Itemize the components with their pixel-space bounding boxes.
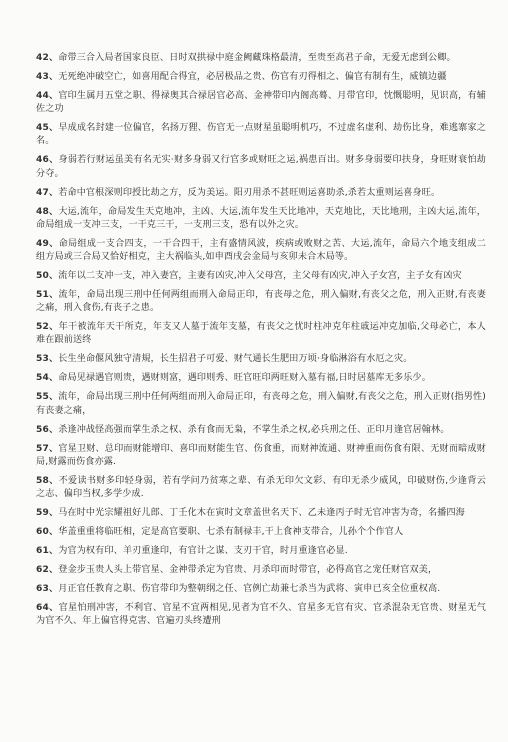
list-item bbox=[36, 289, 486, 315]
list-item bbox=[36, 507, 486, 520]
item-text: 官印生属月五堂之职、得禄奥其合禄居官必高、金神带印内阁高蓦、月带官印，忱慨聪明，见识高，有辅佐之功 bbox=[36, 91, 486, 115]
list-item bbox=[36, 122, 486, 148]
list-item bbox=[36, 206, 486, 232]
list-item bbox=[36, 545, 486, 558]
list-item bbox=[36, 353, 486, 366]
item-text: 身弱若行财运虽美有名无实·财多身弱又行官多或财旺之运,祸患百出。财多身弱要印扶身，身旺财衰怕劫分夺。 bbox=[36, 155, 486, 179]
item-number: 60、 bbox=[36, 527, 59, 538]
item-text: 官星怕刑冲害，不利官、官星不宜两相见,见者为官不久、官星多无官有灾、官杀混杂无官贵、财星无气为官不久、年上偏官得克害、官遍刃头终遭刑 bbox=[36, 603, 486, 627]
list-item bbox=[36, 71, 486, 84]
item-number: 58、 bbox=[36, 475, 59, 486]
list-item bbox=[36, 391, 486, 417]
list-item bbox=[36, 372, 486, 385]
item-text: 命局组成一支合四支，一干合四干，主有盛情风波，疾病或败财之苦、大运,流年，命局六个地支组成二组方局或三合局又恰好相克，主大祸临头,如申酉戌会金局与亥卯未合木局等。 bbox=[36, 238, 486, 263]
item-text: 年干被流年天干所克，年支又人墓于流年支墓，有丧父之忧时柱冲克年柱戚运冲克加临,父母必亡，本人难在跟前送终 bbox=[36, 322, 486, 346]
list-item bbox=[36, 270, 486, 283]
item-number: 55、 bbox=[36, 392, 59, 403]
item-number: 53、 bbox=[36, 354, 59, 365]
item-number: 61、 bbox=[36, 546, 59, 557]
list-item bbox=[36, 52, 486, 65]
item-number: 52、 bbox=[36, 322, 59, 333]
item-number: 54、 bbox=[36, 373, 59, 384]
list-item bbox=[36, 443, 486, 469]
item-number: 64、 bbox=[36, 603, 59, 614]
item-number: 43、 bbox=[36, 72, 59, 82]
list-item bbox=[36, 424, 486, 437]
list-item bbox=[36, 238, 486, 264]
item-number: 49、 bbox=[36, 238, 59, 249]
list-item bbox=[36, 602, 486, 628]
item-text: 无死绝冲破空亡，如喜用配合得宜，必居极品之贵、伤官有刃得相之、偏官有制有生，威镇边疆 bbox=[58, 72, 447, 82]
list-item bbox=[36, 187, 486, 200]
item-text: 不爱读书财多印轻身弱，若有学问乃贫寒之辈、有杀无印欠文彩、有印无杀少威风，印破财伤,少逢背云之志、偏印当权,多学少成. bbox=[36, 475, 486, 500]
item-text: 官星卫财、总印而财能增印、喜印而财能生官、伤食重，而财神流通、财神重而伤食有限、无财而暗成财局,财露而伤食亦露. bbox=[36, 443, 486, 467]
list-item bbox=[36, 583, 486, 596]
item-text: 流年以二支冲一支，冲入妻宫，主妻有凶灾,冲入父母宫，主父母有凶灾,冲入子女宫，主子女有凶灾 bbox=[58, 271, 462, 282]
item-number: 50、 bbox=[36, 271, 59, 282]
item-text: 杀逢冲战怪高强而掌生杀之权、杀有食而无枭，不掌生杀之权,必兵刑之任、正印月逢官居翰林。 bbox=[58, 424, 450, 435]
item-number: 63、 bbox=[36, 584, 59, 595]
item-text: 命局见禄遇官则贵，遇财则富，遇印则秀、旺官旺印两旺财入墓有福,日时居墓库无多乐少。 bbox=[58, 373, 431, 384]
item-number: 46、 bbox=[36, 155, 59, 166]
item-number: 51、 bbox=[36, 290, 59, 301]
list-item bbox=[36, 154, 486, 180]
item-text: 若命中官根深则印授比劫之方，反为美运。阳刃用杀不甚旺则运喜助杀,杀若太重则运喜身旺。 bbox=[58, 187, 441, 198]
list-item bbox=[36, 475, 486, 501]
item-number: 48、 bbox=[36, 206, 59, 217]
item-text: 马在时中光宗耀祖好儿郎、丁壬化木在寅时文章盖世名天下、乙未逢丙子时无官冲害为奇，名播四海 bbox=[58, 508, 465, 519]
item-text: 华盖重重将临旺相，定是高官要职、七杀有制禄丰,干上食神支带合，儿孙个个作官人 bbox=[58, 527, 404, 538]
item-text: 命带三合入局者国家良臣、日时双拱禄中庭金阙藏珠格最清，至贵至高君子命，无爱无虑到公卿。 bbox=[58, 53, 456, 63]
item-text: 月正官任教育之职、伤官带印为整朝纲之任、官例亡劫兼七杀当为武将、寅申已亥全位重权高. bbox=[58, 584, 441, 595]
list-item bbox=[36, 564, 486, 577]
item-text: 登金步玉贵人头上带官星、金神带杀定为官贵、月杀印而时带官，必得高官之宠任财官双美， bbox=[58, 565, 438, 576]
item-text: 流年，命局出现三刑中任何两组而刑入命局正印，有丧母之危，刑入偏财,有丧父之危，刑入正财(指男性)有丧妻之痛， bbox=[36, 392, 487, 416]
item-number: 62、 bbox=[36, 565, 59, 576]
item-number: 44、 bbox=[36, 91, 59, 101]
item-text: 早成成名封建一位偏官，名扬万狸、伤官无一点财星虽聪明机巧，不过虚名虚利、劫伤比身，难逃寨家之名。 bbox=[36, 123, 486, 147]
list-item bbox=[36, 321, 486, 347]
list-item bbox=[36, 90, 486, 116]
item-text: 长生坐命偃风独守清規，长生招君子可爱、财气通长生肥田万顷·身临淋浴有水厄之灾。 bbox=[58, 354, 413, 365]
list-item bbox=[36, 526, 486, 539]
item-text: 大运,流年，命局发生天克地冲，主凶、大运,流年发生天比地冲，天克地比，天比地刑，主凶大运,流年，命局组成一支冲三支，一干克三干，一支刑三支，恐有以外之灾。 bbox=[36, 206, 486, 230]
item-number: 57、 bbox=[36, 443, 59, 454]
item-number: 47、 bbox=[36, 187, 59, 198]
item-text: 为官为权有印、羊刃重逢印，有官计之谋、支刃干官，时月重逢官必显. bbox=[58, 546, 348, 557]
item-number: 56、 bbox=[36, 424, 59, 435]
item-number: 42、 bbox=[36, 53, 59, 63]
item-text: 流年，命局出现三刑中任何两组而刑入命局正印，有丧母之危，刑入偏财,有丧父之危，刑入正财,有丧妻之痛，刑入食伤,有丧子之患。 bbox=[36, 290, 486, 314]
item-number: 45、 bbox=[36, 123, 59, 134]
item-number: 59、 bbox=[36, 508, 59, 519]
